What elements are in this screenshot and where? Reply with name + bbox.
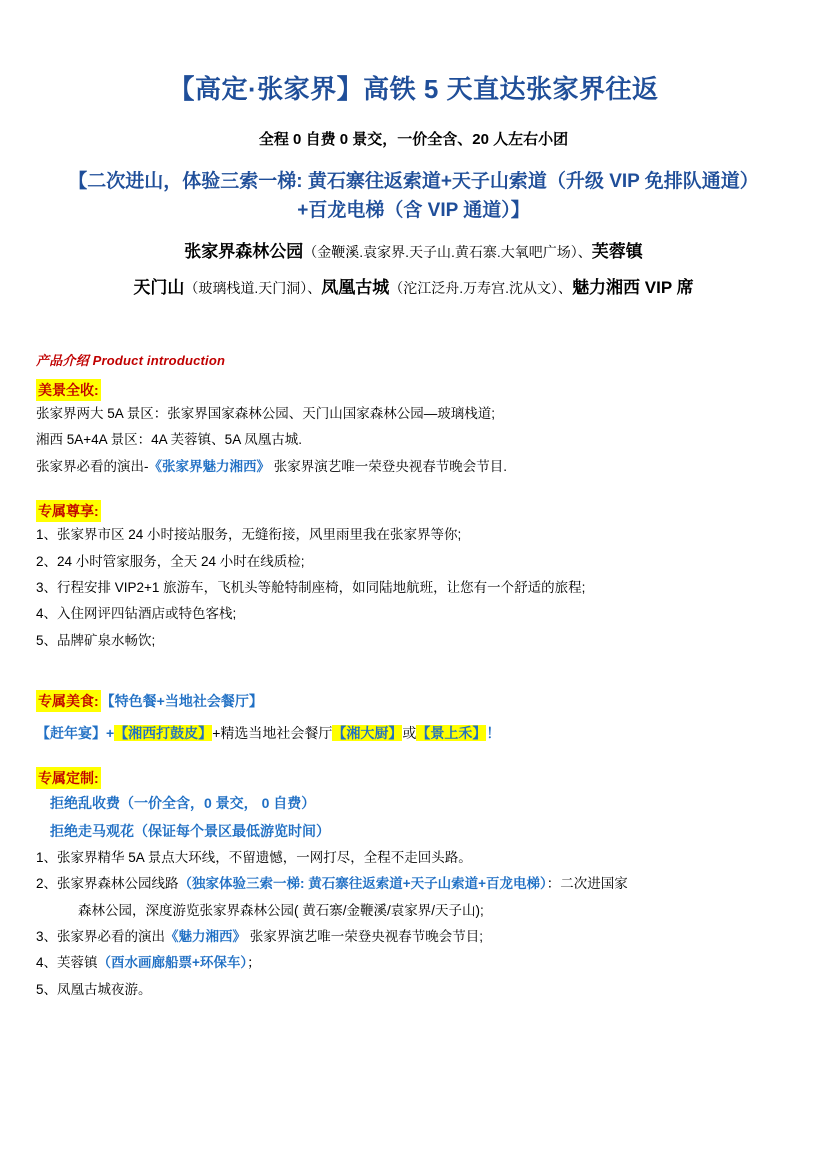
exclusive-tag: 专属尊享:	[36, 500, 101, 522]
food-part-1: 【赶年宴】+	[36, 725, 115, 742]
spot-furong-town: 芙蓉镇	[591, 242, 643, 262]
highlight-headline: 【二次进山，体验三索一梯: 黄石寨往返索道+天子山索道（升级 VIP 免排队通道）+百龙电梯（含 VIP 通道）】	[68, 171, 759, 221]
spot-tianmen-detail: （玻璃栈道.天门洞）、	[184, 280, 322, 297]
custom-item-2	[36, 871, 791, 924]
exclusive-tag-row	[36, 500, 791, 522]
custom-item-2-prefix: 2、张家界森林公园线路	[36, 876, 179, 892]
page-subtitle: 全程 0 自费 0 景交，一价全含、20 人左右小团	[258, 131, 569, 149]
food-part-5: 或	[402, 725, 417, 742]
scenery-tag: 美景全收:	[36, 379, 101, 401]
custom-item-5: 5、凤凰古城夜游。	[36, 981, 152, 997]
food-tag: 专属美食:	[36, 690, 101, 712]
custom-item-3-show: 《魅力湘西》	[165, 929, 247, 944]
scenery-line-1: 张家界两大 5A 景区：张家界国家森林公园、天门山国家森林公园—玻璃栈道;	[36, 406, 496, 422]
food-tag-suffix: 【特色餐+当地社会餐厅】	[100, 692, 263, 709]
show-line-prefix: 张家界必看的演出-	[36, 458, 149, 474]
custom-item-3-suffix: 张家界演艺唯一荣登央视春节晚会节目;	[246, 929, 484, 944]
custom-tag: 专属定制:	[36, 767, 101, 789]
custom-blue-line-1: 拒绝乱收费（一价全含，0 景交， 0 自费）	[50, 795, 316, 812]
food-tag-row	[36, 690, 791, 712]
custom-item-2-highlight: （独家体验三索一梯: 黄石寨往返索道+天子山索道+百龙电梯）	[178, 876, 547, 892]
food-detail-line	[36, 720, 791, 747]
exclusive-item: 1、张家界市区 24 小时接站服务，无缝衔接，风里雨里我在张家界等你;	[36, 527, 462, 543]
spot-charming-xiangxi: 魅力湘西 VIP 席	[572, 278, 694, 298]
show-name: 《张家界魅力湘西》	[148, 458, 270, 474]
spot-forest-park-detail: （金鞭溪.袁家界.天子山.黄石寨.大氧吧广场）、	[303, 244, 592, 261]
custom-item-1: 1、张家界精华 5A 景点大环线，不留遗憾，一网打尽，全程不走回头路。	[36, 850, 472, 866]
custom-item-4-prefix: 4、芙蓉镇	[36, 955, 98, 971]
exclusive-item: 4、入住网评四钻酒店或特色客栈;	[36, 606, 237, 622]
food-part-2: 【湘西打鼓皮】	[114, 725, 213, 742]
custom-item-4-highlight: （酉水画廊船票+环保车）	[97, 955, 248, 971]
spot-fenghuang-town: 凤凰古城	[321, 278, 390, 298]
food-part-4: 【湘大厨】	[332, 725, 403, 742]
exclusive-item: 3、行程安排 VIP2+1 旅游车，飞机头等舱特制座椅，如同陆地航班，让您有一个舒适的旅程;	[36, 579, 586, 595]
food-part-7: ！	[486, 725, 501, 742]
spot-forest-park: 张家界森林公园	[184, 242, 304, 262]
exclusive-item: 5、品牌矿泉水畅饮;	[36, 632, 156, 648]
exclusive-item: 2、24 小时管家服务，全天 24 小时在线质检;	[36, 553, 305, 569]
custom-item-3-prefix: 3、张家界必看的演出	[36, 929, 166, 944]
scenery-tag-row	[36, 379, 791, 401]
custom-item-2-suffix: ：二次进国家	[546, 876, 628, 892]
custom-item-4	[36, 950, 791, 976]
spots-line-1	[36, 239, 791, 265]
custom-item-4-suffix: ；	[247, 955, 261, 971]
spot-fenghuang-detail: （沱江泛舟.万寿宫.沈从文）、	[389, 280, 573, 297]
show-line	[36, 454, 791, 480]
food-part-6: 【景上禾】	[416, 725, 487, 742]
show-line-suffix: 张家界演艺唯一荣登央视春节晚会节目.	[270, 458, 508, 474]
spots-line-2	[36, 275, 791, 301]
custom-item-3	[36, 924, 791, 950]
page-title: 【高定·张家界】高铁 5 天直达张家界往返	[168, 74, 659, 104]
spot-tianmen-mountain: 天门山	[133, 278, 185, 298]
product-introduction-heading: 产品介绍 Product introduction	[36, 352, 226, 368]
scenery-line-2: 湘西 5A+4A 景区：4A 芙蓉镇、5A 凤凰古城.	[36, 432, 302, 448]
custom-item-2-sub: 森林公园，深度游览张家界森林公园( 黄石寨/金鞭溪/袁家界/天子山);	[78, 902, 484, 918]
food-part-3: +精选当地社会餐厅	[212, 725, 333, 742]
custom-tag-row	[36, 767, 791, 789]
custom-blue-line-2: 拒绝走马观花（保证每个景区最低游览时间）	[50, 823, 330, 840]
